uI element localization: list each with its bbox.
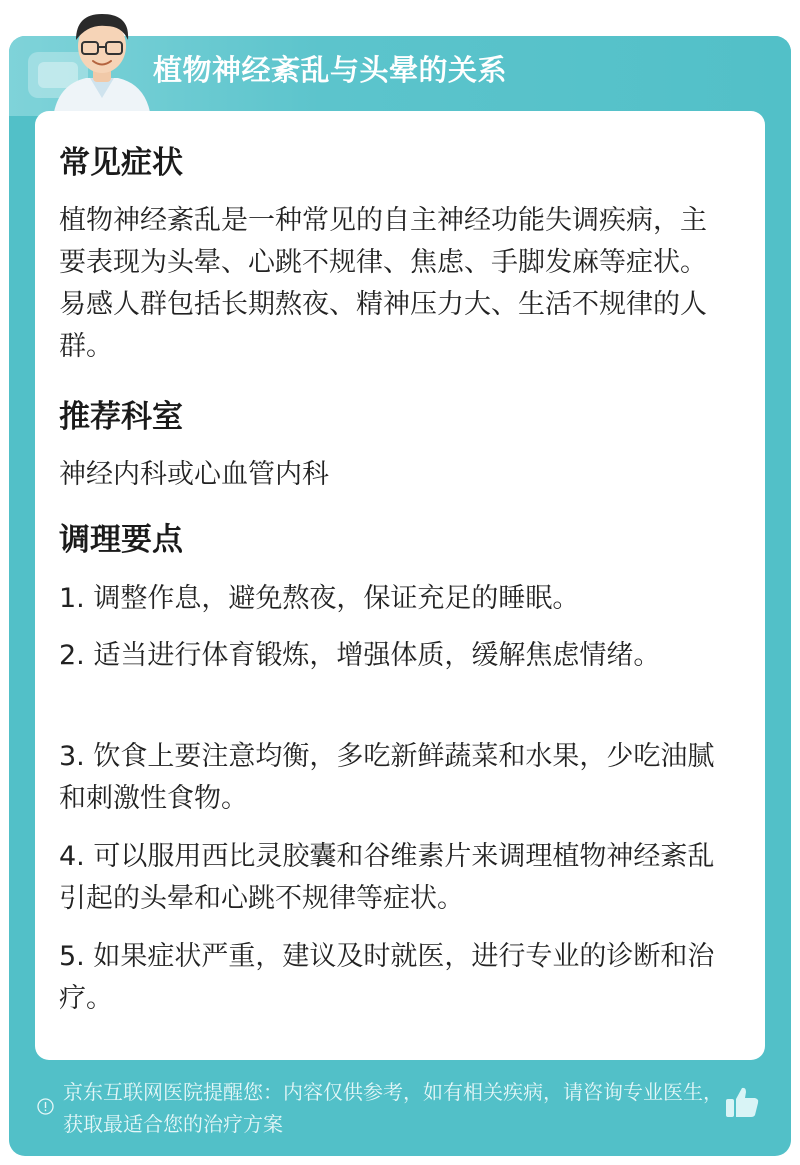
section-heading-care-tips: 调理要点 bbox=[59, 522, 183, 558]
section-body-department: 神经内科或心血管内科 bbox=[59, 459, 329, 490]
page-title: 植物神经紊乱与头晕的关系 bbox=[153, 53, 508, 87]
list-item: 3. 饮食上要注意均衡，多吃新鲜蔬菜和水果，少吃油腻和刺激性食物。 bbox=[59, 741, 715, 814]
section-heading-department: 推荐科室 bbox=[59, 399, 183, 435]
info-circle-icon bbox=[37, 1098, 54, 1115]
list-item: 4. 可以服用西比灵胶囊和谷维素片来调理植物神经紊乱引起的头晕和心跳不规律等症状。 bbox=[59, 841, 715, 914]
doctor-avatar bbox=[46, 6, 158, 112]
thumbs-up-icon[interactable] bbox=[724, 1084, 760, 1120]
section-heading-symptoms: 常见症状 bbox=[59, 145, 183, 181]
list-item: 1. 调整作息，避免熬夜，保证充足的睡眠。 bbox=[59, 583, 580, 614]
list-item: 2. 适当进行体育锻炼，增强体质，缓解焦虑情绪。 bbox=[59, 640, 661, 671]
disclaimer-text: 京东互联网医院提醒您：内容仅供参考，如有相关疾病，请咨询专业医生，获取最适合您的治疗方案 bbox=[63, 1080, 723, 1136]
section-body-symptoms: 植物神经紊乱是一种常见的自主神经功能失调疾病，主要表现为头晕、心跳不规律、焦虑、手脚发麻等症状。易感人群包括长期熬夜、精神压力大、生活不规律的人群。 bbox=[59, 205, 707, 362]
list-item: 5. 如果症状严重，建议及时就医，进行专业的诊断和治疗。 bbox=[59, 941, 715, 1014]
